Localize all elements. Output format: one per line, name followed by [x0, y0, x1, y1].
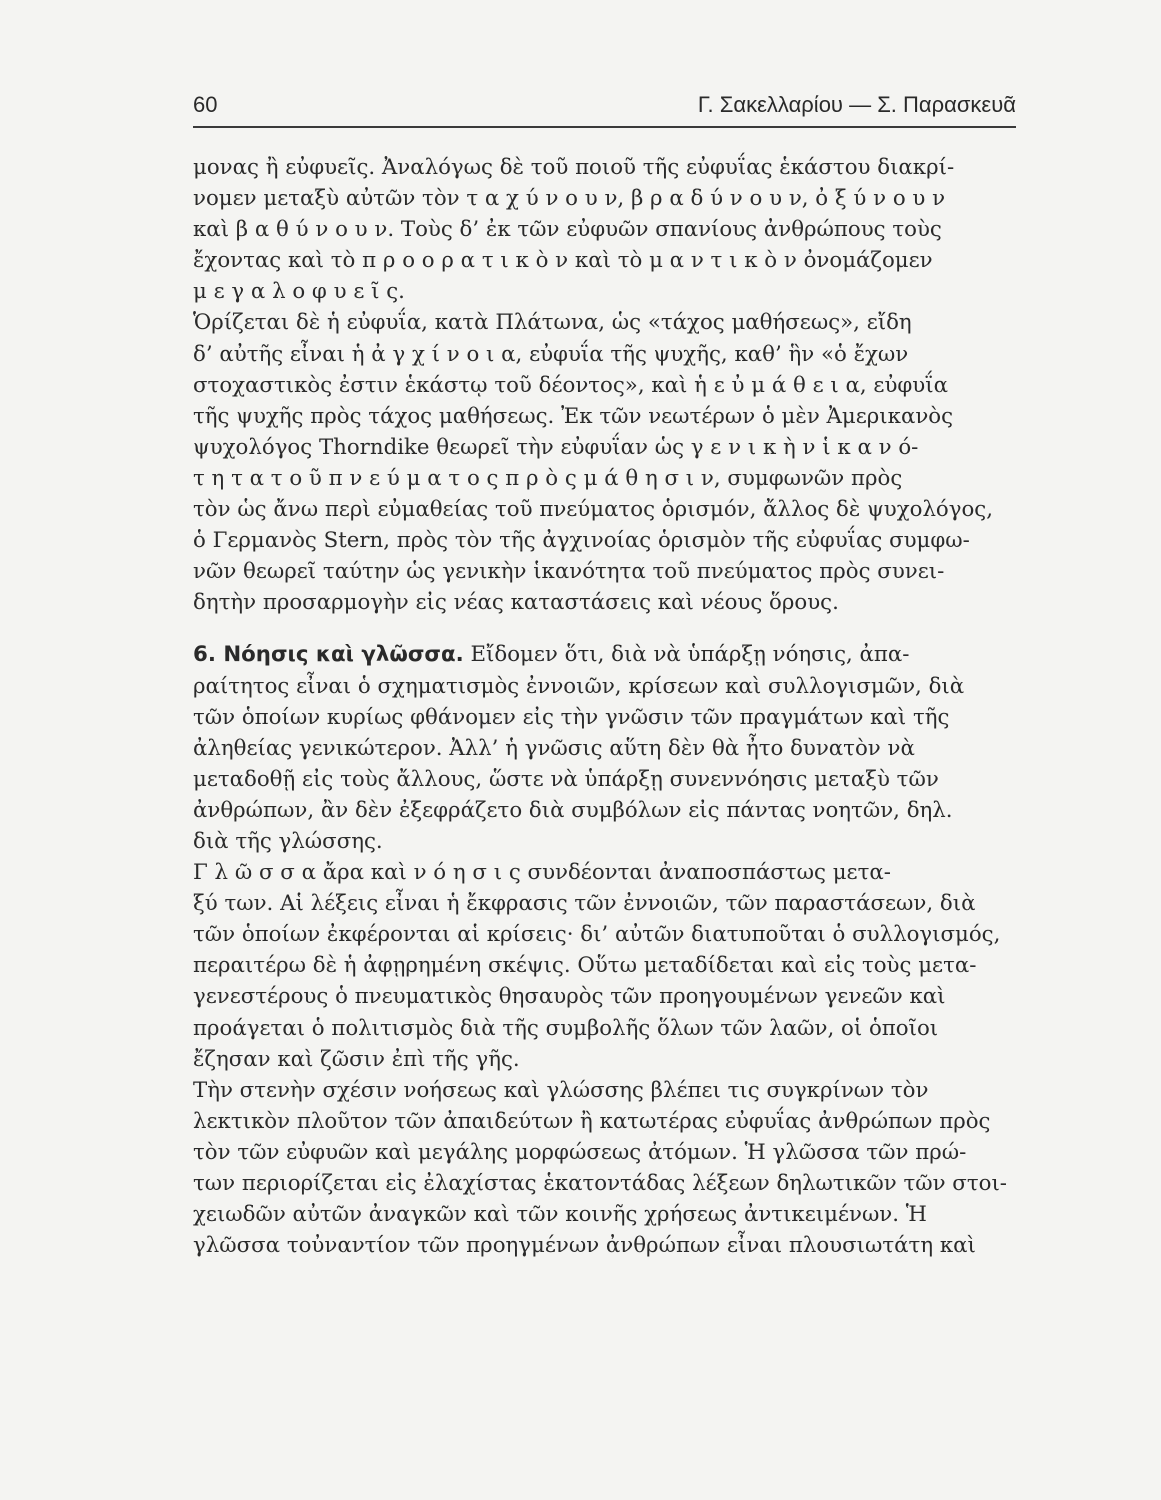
- paragraph-glossa-noisis: Γ λ ῶ σ σ α ἄρα καὶ ν ό η σ ι ς συνδέονται ἀναποσπάστως μετα- ξύ των. Αἱ λέξεις εἶναι ἡ ἔκφρασις τῶν ἐννοιῶν, τῶν παραστάσεων, διὰ τῶν ὁποίων ἐκφέρονται αἱ κρίσεις· δι’ αὐτῶν διατυποῦται ὁ συλλογισμός, περαιτέρω δὲ ἡ ἀφῃρημένη σκέψις. Οὕτω μεταδίδεται καὶ εἰς τοὺς μετα- γενεστέρους ὁ πνευματικὸς θησαυρὸς τῶν προηγουμένων γενεῶν καὶ προάγεται ὁ πολιτισμὸς διὰ τῆς συμβολῆς ὅλων τῶν λαῶν, οἱ ὁποῖοι ἔζησαν καὶ ζῶσιν ἐπὶ τῆς γῆς.: [193, 860, 1001, 1072]
- section-6-first-paragraph: [193, 639, 1016, 857]
- page-number: 60: [193, 92, 218, 117]
- page-header: [193, 92, 1016, 128]
- paragraph-eufyia-definition: Ὁρίζεται δὲ ἡ εὐφυΐα, κατὰ Πλάτωνα, ὡς «τάχος μαθήσεως», εἴδη δ’ αὐτῆς εἶναι ἡ ἀ γ χ ί ν ο ι α, εὐφυΐα τῆς ψυχῆς, καθ’ ἣν «ὁ ἔχων στοχαστικὸς ἐστιν ἑκάστῳ τοῦ δέοντος», καὶ ἡ ε ὐ μ ά θ ε ι α, εὐφυΐα τῆς ψυχῆς πρὸς τάχος μαθήσεως. Ἐκ τῶν νεωτέρων ὁ μὲν Ἀμερικανὸς ψυχολόγος Thorndike θεωρεῖ τὴν εὐφυΐαν ὡς γ ε ν ι κ ὴ ν ἱ κ α ν ό- τ η τ α τ ο ῦ π ν ε ύ μ α τ ο ς π ρ ὸ ς μ ά θ η σ ι ν, συμφωνῶν πρὸς τὸν ὡς ἄνω περὶ εὐμαθείας τοῦ πνεύματος ὁρισμόν, ἄλλος δὲ ψυχολόγος, ὁ Γερμανὸς Stern, πρὸς τὸν τῆς ἀγχινοίας ὁρισμὸν τῆς εὐφυΐας συμφω- νῶν θεωρεῖ ταύτην ὡς γενικὴν ἱκανότητα τοῦ πνεύματος πρὸς συνει- δητὴν προσαρμογὴν εἰς νέας καταστάσεις καὶ νέους ὅρους.: [193, 310, 994, 616]
- section-title: 6. Νόησις καὶ γλῶσσα.: [193, 642, 464, 668]
- section-6-paragraph-text: Εἴδομεν ὅτι, διὰ νὰ ὑπάρξῃ νόησις, ἀπα- ραίτητος εἶναι ὁ σχηματισμὸς ἐννοιῶν, κρίσεων καὶ συλλογισμῶν, διὰ τῶν ὁποίων κυρίως φθάνομεν εἰς τὴν γνῶσιν τῶν πραγμάτων καὶ τῆς ἀληθείας γενικώτερον. Ἀλλ’ ἡ γνῶσις αὕτη δὲν θὰ ἦτο δυνατὸν νὰ μεταδοθῇ εἰς τοὺς ἄλλους, ὥστε νὰ ὑπάρξῃ συνεννόησις μεταξὺ τῶν ἀνθρώπων, ἂν δὲν ἐξεφράζετο διὰ συμβόλων εἰς πάντας νοητῶν, δηλ. διὰ τῆς γλώσσης.: [193, 642, 965, 854]
- section-gap: [193, 618, 1016, 639]
- paragraph-lexical-wealth: Τὴν στενὴν σχέσιν νοήσεως καὶ γλώσσης βλέπει τις συγκρίνων τὸν λεκτικὸν πλοῦτον τῶν ἀπαιδεύτων ἢ κατωτέρας εὐφυΐας ἀνθρώπων πρὸς τὸν τῶν εὐφυῶν καὶ μεγάλης μορφώσεως ἀτόμων. Ἡ γλῶσσα τῶν πρώ- των περιορίζεται εἰς ἐλαχίστας ἑκατοντάδας λέξεων δηλωτικῶν τῶν στοι- χειωδῶν αὐτῶν ἀναγκῶν καὶ τῶν κοινῆς χρήσεως ἀντικειμένων. Ἡ γλῶσσα τοὐναντίον τῶν προηγμένων ἀνθρώπων εἶναι πλουσιωτάτη καὶ: [193, 1077, 1007, 1259]
- running-head: Γ. Σακελλαρίου — Σ. Παρασκευᾶ: [697, 92, 1016, 117]
- paragraph-eufyeis-types: μονας ἢ εὐφυεῖς. Ἀναλόγως δὲ τοῦ ποιοῦ τῆς εὐφυΐας ἑκάστου διακρί- νομεν μεταξὺ αὐτῶν τὸν τ α χ ύ ν ο υ ν, β ρ α δ ύ ν ο υ ν, ὀ ξ ύ ν ο υ ν καὶ β α θ ύ ν ο υ ν. Τοὺς δ’ ἐκ τῶν εὐφυῶν σπανίους ἀνθρώπους τοὺς ἔχοντας καὶ τὸ π ρ ο ο ρ α τ ι κ ὸ ν καὶ τὸ μ α ν τ ι κ ὸ ν ὀνομάζομεν μ ε γ α λ ο φ υ ε ῖ ς.: [193, 155, 955, 305]
- page-body: [193, 152, 1016, 1261]
